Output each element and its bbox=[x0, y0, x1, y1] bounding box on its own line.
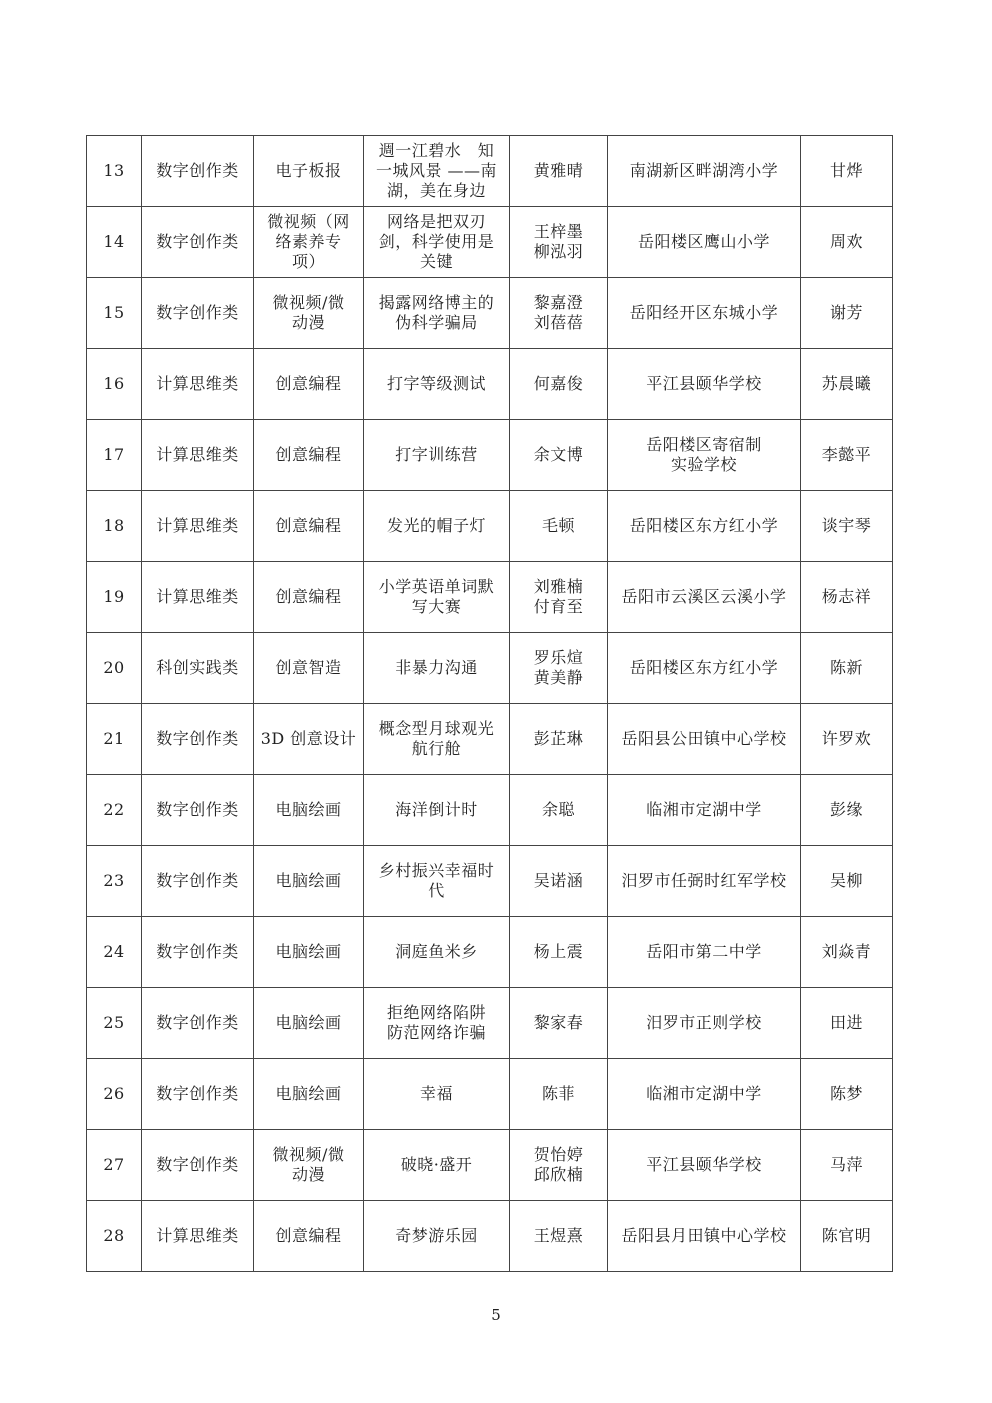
cell-category: 数字创作类 bbox=[142, 207, 254, 278]
cell-teacher: 陈新 bbox=[801, 633, 893, 704]
cell-teacher: 李懿平 bbox=[801, 420, 893, 491]
cell-title: 小学英语单词默 写大赛 bbox=[364, 562, 510, 633]
table-row bbox=[87, 1059, 893, 1130]
cell-number: 20 bbox=[87, 633, 142, 704]
cell-school: 岳阳市第二中学 bbox=[608, 917, 801, 988]
cell-teacher: 陈梦 bbox=[801, 1059, 893, 1130]
cell-school: 南湖新区畔湖湾小学 bbox=[608, 136, 801, 207]
cell-teacher: 田进 bbox=[801, 988, 893, 1059]
cell-category: 数字创作类 bbox=[142, 846, 254, 917]
cell-teacher: 苏晨曦 bbox=[801, 349, 893, 420]
cell-students: 王煜熹 bbox=[510, 1201, 608, 1272]
cell-teacher: 马萍 bbox=[801, 1130, 893, 1201]
cell-students: 贺怡婷 邱欣楠 bbox=[510, 1130, 608, 1201]
cell-project: 电脑绘画 bbox=[254, 917, 364, 988]
table-row bbox=[87, 633, 893, 704]
cell-project: 微视频（网 络素养专 项） bbox=[254, 207, 364, 278]
table-row bbox=[87, 278, 893, 349]
cell-category: 计算思维类 bbox=[142, 349, 254, 420]
cell-students: 黎家春 bbox=[510, 988, 608, 1059]
cell-number: 26 bbox=[87, 1059, 142, 1130]
cell-teacher: 谈宇琴 bbox=[801, 491, 893, 562]
table-row bbox=[87, 988, 893, 1059]
table-row bbox=[87, 704, 893, 775]
cell-school: 岳阳楼区寄宿制 实验学校 bbox=[608, 420, 801, 491]
cell-students: 刘雅楠 付育至 bbox=[510, 562, 608, 633]
cell-title: 网络是把双刃 剑，科学使用是 关键 bbox=[364, 207, 510, 278]
cell-category: 计算思维类 bbox=[142, 1201, 254, 1272]
cell-number: 13 bbox=[87, 136, 142, 207]
cell-project: 3D 创意设计 bbox=[254, 704, 364, 775]
cell-school: 岳阳市云溪区云溪小学 bbox=[608, 562, 801, 633]
cell-students: 余聪 bbox=[510, 775, 608, 846]
awards-table bbox=[86, 135, 893, 1272]
cell-students: 黎嘉澄 刘蓓蓓 bbox=[510, 278, 608, 349]
cell-title: 拒绝网络陷阱 防范网络诈骗 bbox=[364, 988, 510, 1059]
cell-teacher: 许罗欢 bbox=[801, 704, 893, 775]
cell-teacher: 谢芳 bbox=[801, 278, 893, 349]
cell-students: 何嘉俊 bbox=[510, 349, 608, 420]
table-row bbox=[87, 420, 893, 491]
cell-title: 乡村振兴幸福时 代 bbox=[364, 846, 510, 917]
cell-students: 彭芷琳 bbox=[510, 704, 608, 775]
table-body bbox=[87, 136, 893, 1272]
cell-category: 数字创作类 bbox=[142, 278, 254, 349]
cell-teacher: 周欢 bbox=[801, 207, 893, 278]
cell-teacher: 杨志祥 bbox=[801, 562, 893, 633]
cell-number: 25 bbox=[87, 988, 142, 1059]
cell-teacher: 陈官明 bbox=[801, 1201, 893, 1272]
table-row bbox=[87, 136, 893, 207]
cell-project: 创意编程 bbox=[254, 1201, 364, 1272]
cell-school: 汨罗市正则学校 bbox=[608, 988, 801, 1059]
cell-students: 陈菲 bbox=[510, 1059, 608, 1130]
cell-title: 洞庭鱼米乡 bbox=[364, 917, 510, 988]
cell-number: 19 bbox=[87, 562, 142, 633]
cell-title: 海洋倒计时 bbox=[364, 775, 510, 846]
cell-number: 18 bbox=[87, 491, 142, 562]
table-row bbox=[87, 1130, 893, 1201]
cell-number: 23 bbox=[87, 846, 142, 917]
cell-category: 数字创作类 bbox=[142, 988, 254, 1059]
cell-students: 罗乐煊 黄美静 bbox=[510, 633, 608, 704]
cell-category: 计算思维类 bbox=[142, 562, 254, 633]
cell-category: 数字创作类 bbox=[142, 1130, 254, 1201]
table-row bbox=[87, 917, 893, 988]
cell-title: 揭露网络博主的 伪科学骗局 bbox=[364, 278, 510, 349]
table-row bbox=[87, 775, 893, 846]
cell-school: 汨罗市任弼时红军学校 bbox=[608, 846, 801, 917]
cell-students: 黄雅晴 bbox=[510, 136, 608, 207]
cell-category: 数字创作类 bbox=[142, 704, 254, 775]
table-row bbox=[87, 1201, 893, 1272]
table-row bbox=[87, 207, 893, 278]
cell-number: 15 bbox=[87, 278, 142, 349]
table-row bbox=[87, 491, 893, 562]
cell-students: 毛顿 bbox=[510, 491, 608, 562]
cell-teacher: 甘烨 bbox=[801, 136, 893, 207]
cell-number: 22 bbox=[87, 775, 142, 846]
cell-project: 电子板报 bbox=[254, 136, 364, 207]
cell-title: 发光的帽子灯 bbox=[364, 491, 510, 562]
cell-project: 电脑绘画 bbox=[254, 1059, 364, 1130]
cell-category: 计算思维类 bbox=[142, 420, 254, 491]
cell-category: 计算思维类 bbox=[142, 491, 254, 562]
cell-number: 28 bbox=[87, 1201, 142, 1272]
cell-teacher: 吴柳 bbox=[801, 846, 893, 917]
cell-number: 27 bbox=[87, 1130, 142, 1201]
cell-students: 吴诺涵 bbox=[510, 846, 608, 917]
cell-title: 破晓·盛开 bbox=[364, 1130, 510, 1201]
cell-project: 电脑绘画 bbox=[254, 988, 364, 1059]
table-row bbox=[87, 349, 893, 420]
cell-students: 王梓墨 柳泓羽 bbox=[510, 207, 608, 278]
cell-project: 创意编程 bbox=[254, 491, 364, 562]
cell-school: 临湘市定湖中学 bbox=[608, 1059, 801, 1130]
cell-title: 打字等级测试 bbox=[364, 349, 510, 420]
cell-project: 微视频/微 动漫 bbox=[254, 278, 364, 349]
cell-title: 概念型月球观光 航行舱 bbox=[364, 704, 510, 775]
cell-school: 平江县颐华学校 bbox=[608, 1130, 801, 1201]
cell-project: 创意编程 bbox=[254, 349, 364, 420]
cell-school: 临湘市定湖中学 bbox=[608, 775, 801, 846]
cell-teacher: 刘焱青 bbox=[801, 917, 893, 988]
cell-project: 电脑绘画 bbox=[254, 775, 364, 846]
cell-number: 14 bbox=[87, 207, 142, 278]
cell-students: 杨上震 bbox=[510, 917, 608, 988]
cell-category: 数字创作类 bbox=[142, 775, 254, 846]
cell-number: 21 bbox=[87, 704, 142, 775]
cell-project: 微视频/微 动漫 bbox=[254, 1130, 364, 1201]
cell-category: 科创实践类 bbox=[142, 633, 254, 704]
cell-category: 数字创作类 bbox=[142, 136, 254, 207]
cell-title: 打字训练营 bbox=[364, 420, 510, 491]
cell-project: 创意智造 bbox=[254, 633, 364, 704]
cell-students: 余文博 bbox=[510, 420, 608, 491]
table-row bbox=[87, 846, 893, 917]
cell-school: 岳阳楼区东方红小学 bbox=[608, 633, 801, 704]
cell-school: 岳阳县公田镇中心学校 bbox=[608, 704, 801, 775]
cell-school: 岳阳楼区鹰山小学 bbox=[608, 207, 801, 278]
cell-teacher: 彭缘 bbox=[801, 775, 893, 846]
cell-title: 非暴力沟通 bbox=[364, 633, 510, 704]
cell-project: 电脑绘画 bbox=[254, 846, 364, 917]
cell-school: 岳阳楼区东方红小学 bbox=[608, 491, 801, 562]
cell-school: 岳阳经开区东城小学 bbox=[608, 278, 801, 349]
cell-school: 平江县颐华学校 bbox=[608, 349, 801, 420]
cell-project: 创意编程 bbox=[254, 420, 364, 491]
table-row bbox=[87, 562, 893, 633]
cell-category: 数字创作类 bbox=[142, 1059, 254, 1130]
cell-school: 岳阳县月田镇中心学校 bbox=[608, 1201, 801, 1272]
cell-title: 週一江碧水 知 一城风景 ——南 湖，美在身边 bbox=[364, 136, 510, 207]
cell-project: 创意编程 bbox=[254, 562, 364, 633]
cell-category: 数字创作类 bbox=[142, 917, 254, 988]
page-number: 5 bbox=[491, 1306, 501, 1324]
cell-title: 幸福 bbox=[364, 1059, 510, 1130]
cell-number: 16 bbox=[87, 349, 142, 420]
cell-number: 24 bbox=[87, 917, 142, 988]
cell-title: 奇梦游乐园 bbox=[364, 1201, 510, 1272]
cell-number: 17 bbox=[87, 420, 142, 491]
